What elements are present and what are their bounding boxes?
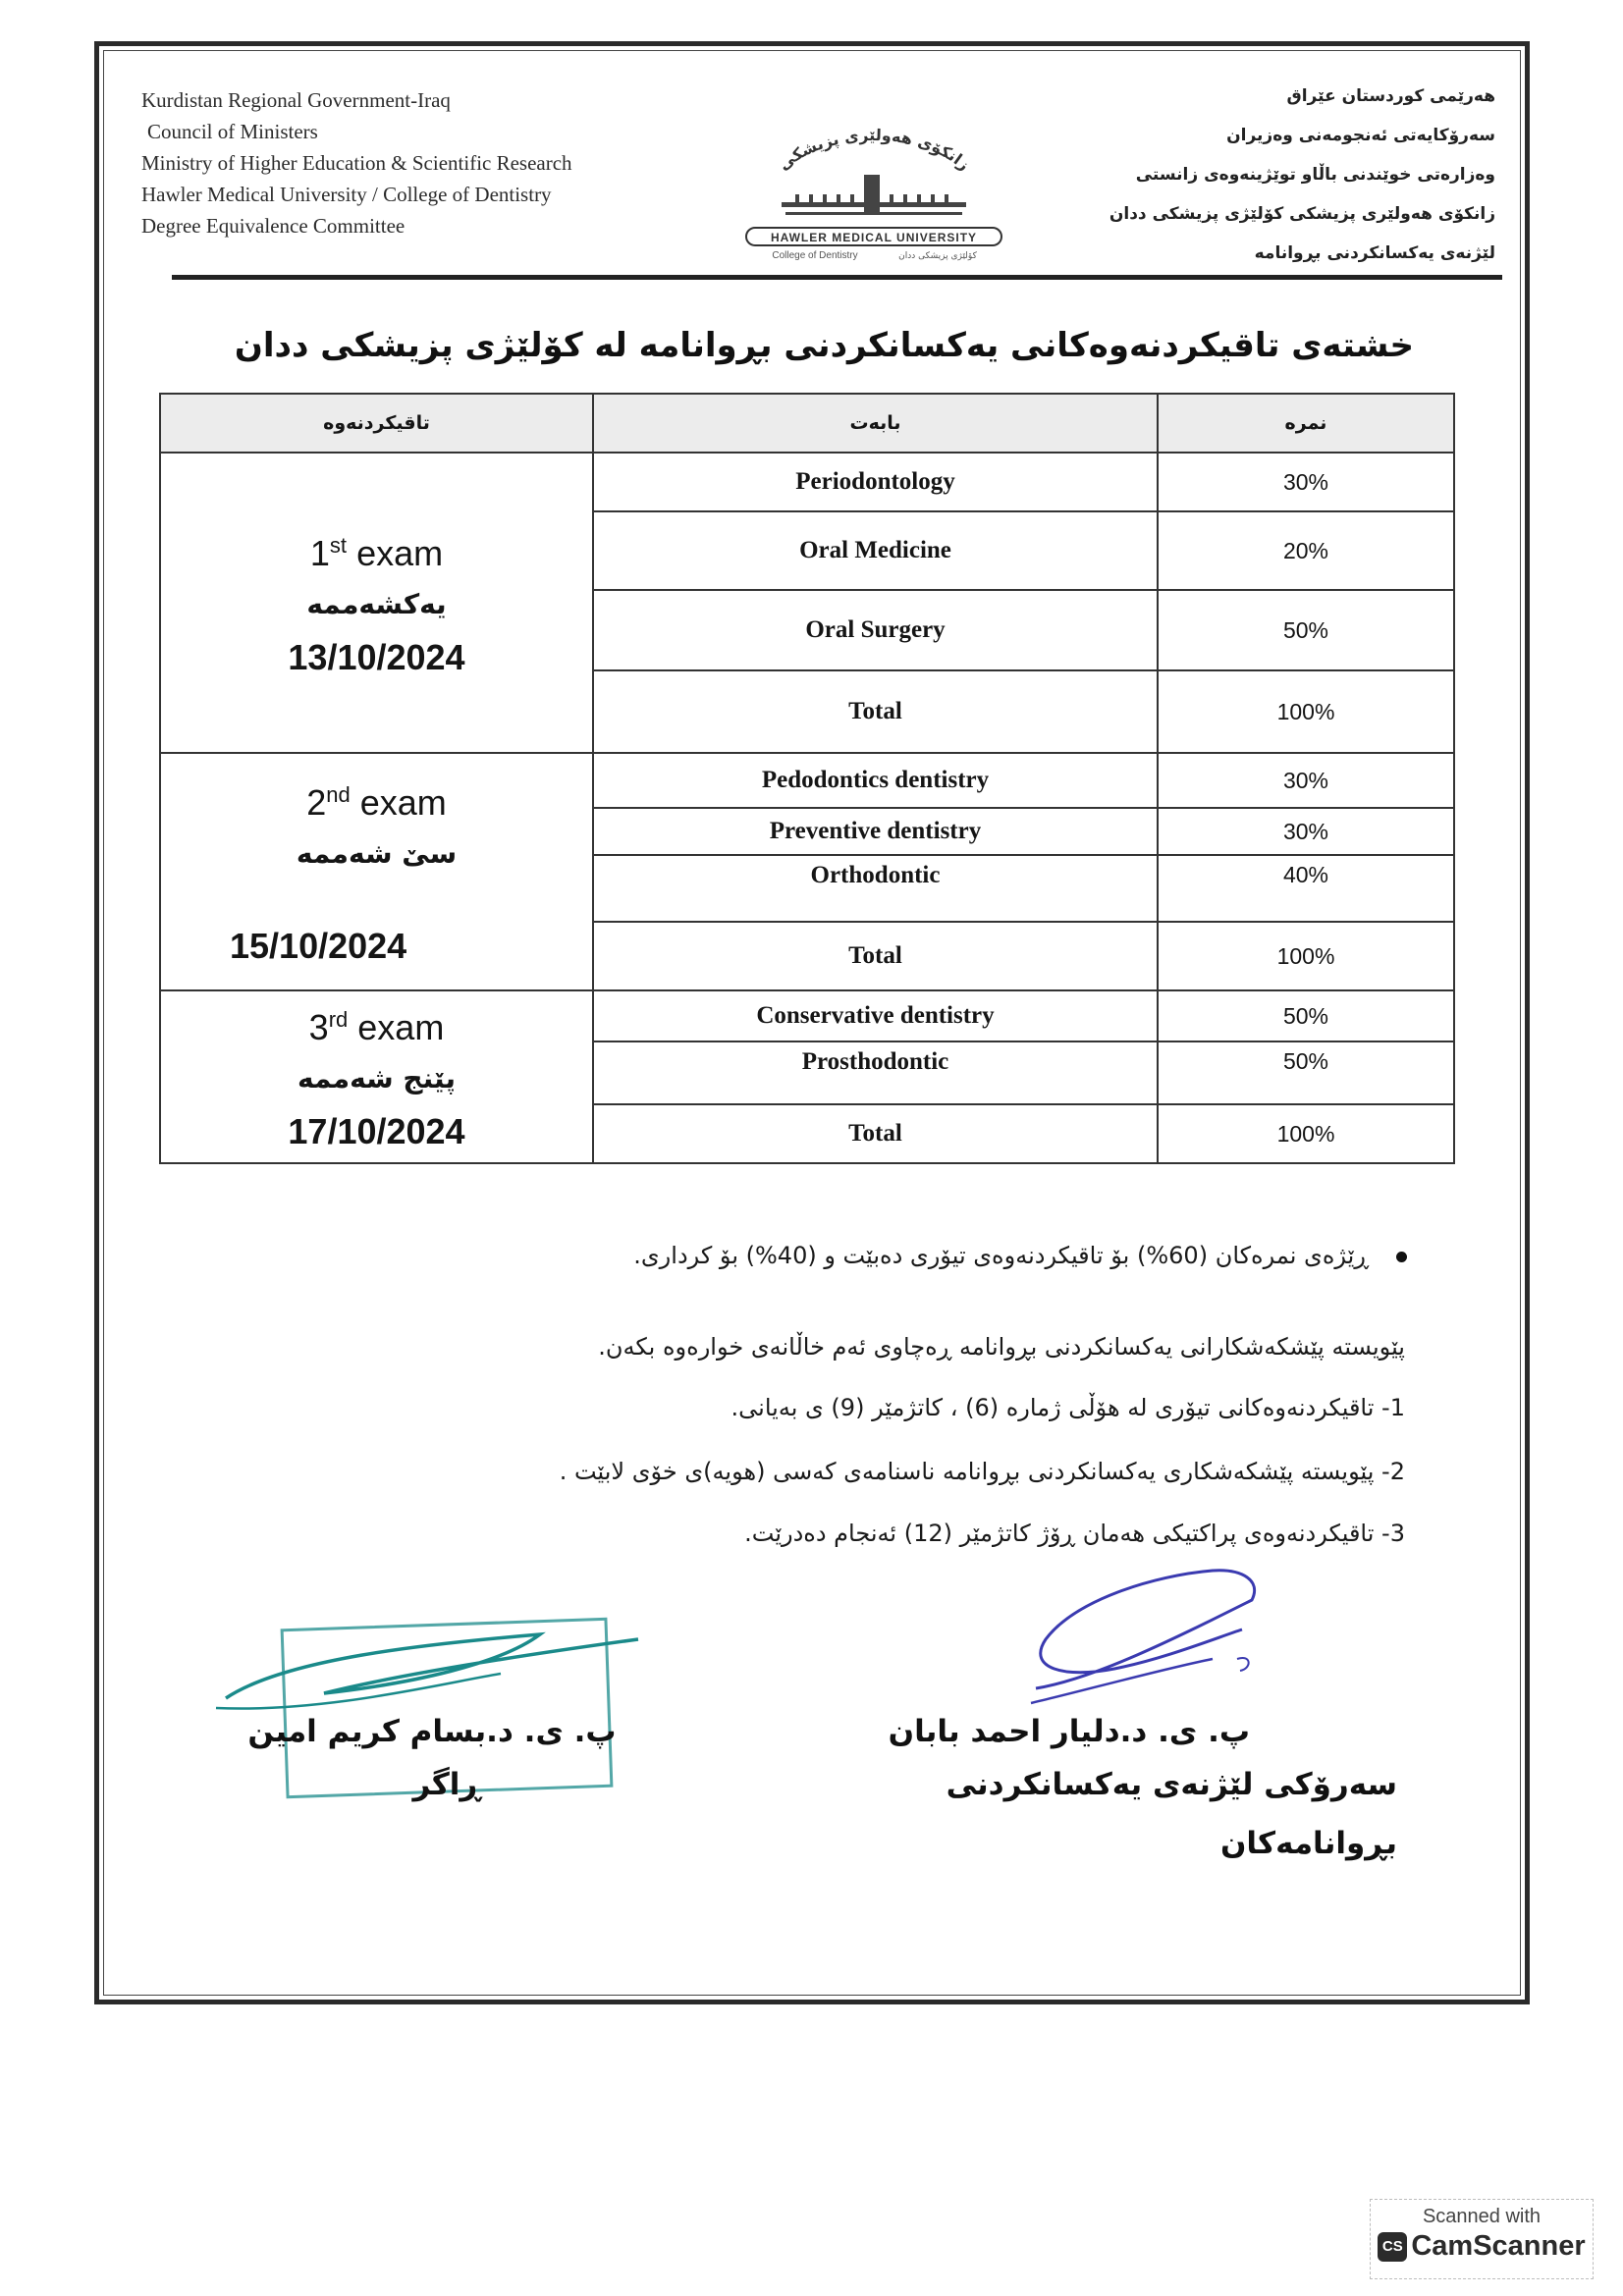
header-en-line: Degree Equivalence Committee (141, 214, 406, 238)
grade-cell: 30% (1158, 753, 1454, 808)
exam-2-name: 2nd exam (306, 782, 447, 823)
table-header-row (160, 394, 1454, 453)
subject-total-cell: Total (593, 1104, 1158, 1163)
note-bullet-text: ڕێژەی نمرەکان (60%) بۆ تاقیکردنەوەی تیۆری دەبێت و (40%) بۆ کرداری. (633, 1242, 1369, 1269)
signer-name: پ. ی. د.بسام کریم امین (247, 1714, 617, 1749)
subject-cell: Pedodontics dentistry (593, 753, 1158, 808)
table-row (160, 453, 1454, 511)
signature-right (1016, 1561, 1271, 1708)
exam-2-date: 15/10/2024 (230, 926, 407, 966)
exam-3-date: 17/10/2024 (288, 1111, 465, 1151)
exam-3-cell (160, 990, 593, 1163)
subject-total-cell: Total (593, 922, 1158, 990)
logo-banner-text: HAWLER MEDICAL UNIVERSITY (770, 231, 978, 244)
subject-cell: Preventive dentistry (593, 808, 1158, 855)
header-divider (172, 275, 1502, 280)
bullet-icon (1396, 1252, 1407, 1262)
header-ku-line: سەرۆکایەتی ئەنجومەنی وەزیران (1226, 126, 1495, 145)
watermark-line1: Scanned with (1422, 2206, 1542, 2227)
header-en-line: Ministry of Higher Education & Scientific Research (141, 151, 572, 175)
svg-text:زانکۆی هەولێری پزیشکی (775, 126, 974, 174)
exam-1-name: 1st exam (309, 533, 444, 573)
grade-cell: 40% (1158, 855, 1454, 922)
signer-role: سەرۆکی لێژنەی یەکسانکردنی بڕوانامەکان (946, 1767, 1397, 1861)
header-en-line: Kurdistan Regional Government-Iraq (141, 88, 451, 112)
grade-cell: 20% (1158, 511, 1454, 590)
notes-item: 3- تاقیکردنەوەی پراکتیکی هەمان ڕۆژ کاتژمێر (12) ئەنجام دەدرێت. (744, 1520, 1405, 1547)
header-en-line: Council of Ministers (147, 120, 318, 143)
exam-1-date: 13/10/2024 (288, 637, 465, 677)
header-ku-line: وەزارەتی خوێندنی باڵاو توێژینەوەی زانستی (1135, 165, 1495, 185)
subject-cell: Prosthodontic (593, 1041, 1158, 1104)
header-english (141, 84, 652, 241)
signer-name: پ. ی. د.دلیار احمد بابان (888, 1714, 1250, 1749)
note-bullet (229, 1242, 1407, 1269)
grade-total-cell: 100% (1158, 1104, 1454, 1163)
header-ku-line: هەرێمی کوردستان عێراق (1286, 86, 1495, 106)
document-title: خشتەی تاقیکردنەوەکانی یەکسانکردنی بڕوانامە لە کۆلێژی پزیشکی ددان (234, 326, 1414, 365)
logo-sub-text: College of Dentistry (772, 250, 858, 261)
watermark-line2: CamScanner (1411, 2230, 1586, 2262)
exam-schedule-table (159, 393, 1455, 1164)
grade-cell: 30% (1158, 453, 1454, 511)
grade-cell: 30% (1158, 808, 1454, 855)
camscanner-logo-icon: CS (1378, 2232, 1407, 2262)
subject-cell: Conservative dentistry (593, 990, 1158, 1041)
exam-2-cell (160, 753, 593, 990)
exam-2-day: سێ شەممە (296, 837, 458, 870)
signature-block-left (226, 1708, 638, 1814)
grade-cell: 50% (1158, 590, 1454, 670)
subject-cell: Oral Surgery (593, 590, 1158, 670)
grade-total-cell: 100% (1158, 922, 1454, 990)
grade-cell: 50% (1158, 990, 1454, 1041)
grade-total-cell: 100% (1158, 670, 1454, 753)
notes-intro: پێویستە پێشکەشکارانی یەکسانکردنی بڕوانامە ڕەچاوی ئەم خاڵانەی خوارەوە بکەن. (598, 1333, 1405, 1361)
exam-3-day: پێنج شەممە (298, 1062, 456, 1095)
camscanner-watermark (1370, 2199, 1594, 2279)
logo-sub-text-ku: کۆلێژی پزیشکی ددان (898, 251, 977, 261)
watermark-line2-wrap (1371, 2230, 1593, 2263)
header-en-line: Hawler Medical University / College of Dentistry (141, 183, 552, 206)
header-exam: تاقیکردنەوە (160, 394, 593, 453)
grade-cell: 50% (1158, 1041, 1454, 1104)
table-row (160, 753, 1454, 808)
logo-arc-text: زانکۆی هەولێری پزیشکی (774, 126, 974, 175)
notes-item: 1- تاقیکردنەوەکانی تیۆری لە هۆڵی ژمارە (6) ، کاتژمێر (9) ی بەیانی. (730, 1394, 1405, 1421)
header-kurdish (1063, 77, 1495, 273)
header-grade: نمرە (1158, 394, 1454, 453)
table-row (160, 990, 1454, 1041)
subject-cell: Oral Medicine (593, 511, 1158, 590)
signer-role: ڕاگر (412, 1767, 481, 1802)
header-ku-line: لێژنەی یەکسانکردنی بڕوانامە (1254, 243, 1495, 263)
header-ku-line: زانکۆی هەولێری پزیشکی کۆلێژی پزیشکی ددان (1109, 204, 1495, 224)
exam-3-name: 3rd exam (308, 1007, 445, 1047)
notes-item: 2- پێویستە پێشکەشکاری یەکسانکردنی بڕوانامە ناسنامەی کەسی (هویە)ی خۆی لابێت . (559, 1458, 1405, 1485)
exam-1-day: یەکشەممە (306, 588, 447, 620)
signature-block-right (808, 1708, 1397, 1873)
subject-cell: Periodontology (593, 453, 1158, 511)
header-subject: بابەت (593, 394, 1158, 453)
subject-cell: Orthodontic (593, 855, 1158, 922)
subject-total-cell: Total (593, 670, 1158, 753)
exam-1-cell (160, 453, 593, 753)
university-logo (727, 116, 1021, 263)
